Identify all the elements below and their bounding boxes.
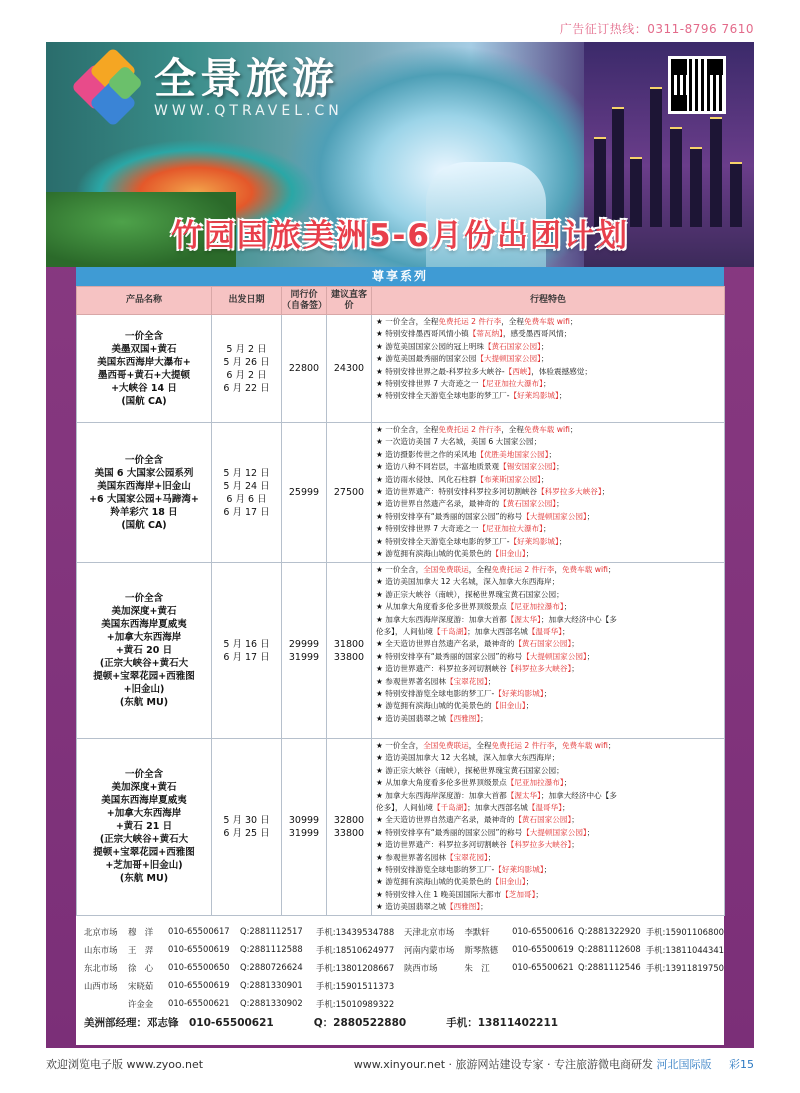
retail-price-line: 32800	[333, 814, 365, 826]
product-name-line: 一价全含	[124, 769, 163, 781]
departure-dates-line: 6 月 25 日	[223, 827, 270, 839]
retail-price	[327, 739, 372, 916]
contact-cell: Q:2881112546	[578, 962, 641, 972]
contact-cell: 手机:18510624977	[316, 945, 395, 955]
itinerary-feature-line: ★ 一价全含，全程免费托运 2 件行李，全程免费车载 wifi；	[376, 317, 578, 326]
itinerary-feature-line: ★ 特别安排享有“最秀丽的国家公园”的称号【大提顿国家公园】；	[376, 827, 595, 837]
itinerary-feature-line: ★ 游览美国最秀丽的国家公园【大提顿国家公园】；	[376, 354, 549, 364]
itinerary-feature-line: ★ 特别安排入住 1 晚美国国际大都市【芝加哥】；	[376, 889, 543, 899]
itinerary-feature	[372, 563, 725, 739]
departure-dates-line: 6 月 6 日	[226, 493, 267, 505]
manager-qq: Q：2880522880	[313, 1017, 407, 1029]
itinerary-feature-line: ★ 特别安排世界 7 大奇迹之一【尼亚加拉大瀑布】；	[376, 524, 551, 534]
contact-row	[84, 941, 724, 959]
itinerary-feature-line: ★ 从加拿大角度看多伦多世界顶级景点【尼亚加拉瀑布】；	[376, 778, 572, 788]
peer-price	[282, 423, 327, 563]
product-name-line: 提顿+宝翠花园+西雅图	[93, 847, 195, 859]
series-title: 尊享系列	[76, 267, 724, 286]
product-name-line: +黄石 20 日	[115, 645, 173, 656]
contact-cell: 手机:15901106800	[645, 927, 724, 937]
product-name-line: 美墨双国+黄石	[111, 343, 177, 355]
itinerary-feature-line: ★ 游正宗大峡谷（南峡），探秘世界瑰宝黄石国家公园；	[376, 589, 564, 599]
logo-url: WWW.QTRAVEL.CN	[154, 103, 343, 119]
contact-cell: Q:2881330902	[240, 998, 303, 1008]
product-name-line: 美国东西海岸夏威夷	[101, 619, 187, 630]
contact-cell: 手机:13911819750	[645, 963, 724, 973]
departure-dates-line: 6 月 17 日	[223, 506, 270, 518]
departure-dates-line: 6 月 17 日	[223, 651, 270, 663]
itinerary-feature-line: ★ 加拿大东西海岸深度游：加拿大首都【渥太华】；加拿大经济中心【多	[376, 614, 617, 624]
product-name-line: 提顿+宝翠花园+西雅图	[93, 671, 195, 682]
page-number: 彩15	[729, 1058, 754, 1071]
itinerary-feature-line: ★ 一价全含，全国免费联运，全程免费托运 2 件行李，免费车载 wifi；	[376, 565, 616, 574]
itinerary-feature-line: ★ 特别安排墨西哥风情小镇【蒂瓦纳】，感受墨西哥风情；	[376, 329, 572, 339]
peer-price-line: 22800	[288, 363, 320, 374]
itinerary-feature-line: ★ 全天造访世界自然遗产名录，最神奇的【黄石国家公园】；	[376, 639, 579, 649]
peer-price-line: 25999	[288, 487, 320, 498]
departure-dates-line: 5 月 30 日	[223, 814, 270, 826]
contact-cell: 手机:15901511373	[316, 981, 395, 991]
col-header-price1: 同行价（自备签）	[282, 287, 327, 315]
contact-cell: 010-65500650	[168, 962, 230, 972]
contact-cell: Q:2881322920	[578, 926, 641, 936]
itinerary-feature-line: ★ 造访世界遗产：科罗拉多河切割峡谷【科罗拉多大峡谷】；	[376, 664, 579, 674]
ad-hotline: 广告征订热线：0311-8796 7610	[559, 22, 754, 36]
product-name-line: +旧金山)	[123, 684, 165, 695]
product-name-line: 美国东西海岸夏威夷	[101, 795, 187, 807]
footer-right: www.xinyour.net · 旅游网站建设专家 · 专注旅游微电商研发	[353, 1058, 653, 1071]
departure-dates-line: 5 月 26 日	[223, 356, 270, 368]
itinerary-feature-line: ★ 一价全含，全国免费联运，全程免费托运 2 件行李，免费车载 wifi；	[376, 741, 616, 750]
itinerary-feature-line: ★ 造访世界遗产：特别安排科罗拉多河切割峡谷【科罗拉多大峡谷】；	[376, 487, 610, 497]
itinerary-feature-line: ★ 造访美国加拿大 12 大名城，深入加拿大东西海岸；	[376, 577, 560, 587]
itinerary-feature-line: ★ 游览拥有滨海山城的优美景色的【旧金山】；	[376, 701, 534, 711]
retail-price-line: 33800	[333, 651, 365, 663]
col-header-price2: 建议直客价	[327, 287, 372, 315]
product-name-line: 一价全含	[124, 454, 163, 466]
tour-table	[76, 286, 725, 916]
product-name-line: (正宗大峡谷+黄石大	[99, 834, 189, 846]
itinerary-feature-line: ★ 特别安排游览全球电影的梦工厂-【好莱坞影城】；	[376, 865, 552, 875]
retail-price-line: 31800	[333, 638, 365, 650]
peer-price	[282, 315, 327, 423]
product-name-line: (国航 CA)	[121, 519, 167, 531]
retail-price	[327, 563, 372, 739]
product-name-line: +加拿大东西海岸	[106, 808, 182, 820]
contact-cell: 朱 江	[464, 963, 490, 973]
retail-price-line: 33800	[333, 827, 365, 839]
itinerary-feature	[372, 315, 725, 423]
contact-cell: 手机:15010989322	[316, 999, 395, 1009]
product-name-line: 美国东西海岸+旧金山	[97, 480, 191, 492]
contact-cell: 山西市场	[84, 981, 118, 991]
itinerary-feature-line: ★ 造访美国翡翠之城【西雅图】；	[376, 713, 488, 723]
product-name-line: 美加深度+黄石	[111, 606, 177, 617]
contact-cell: 010-65500621	[168, 998, 230, 1008]
contact-cell: 河南内蒙市场	[404, 945, 455, 955]
itinerary-feature-line: ★ 造访雨水侵蚀、风化石柱群【布莱斯国家公园】；	[376, 474, 549, 484]
contact-cell: Q:2881112517	[240, 926, 303, 936]
peer-price	[282, 739, 327, 916]
contact-cell: 北京市场	[84, 927, 118, 937]
product-name-line: (东航 MU)	[119, 873, 169, 885]
contact-cell: 手机:13439534788	[316, 927, 395, 937]
page-headline: 竹园国旅美洲5-6月份出团计划	[170, 218, 629, 254]
peer-price	[282, 563, 327, 739]
departure-dates-line: 5 月 16 日	[223, 638, 270, 650]
departure-dates-line: 5 月 2 日	[226, 343, 267, 355]
itinerary-feature-line: ★ 游览拥有滨海山城的优美景色的【旧金山】；	[376, 877, 534, 887]
logo-mark-icon	[76, 52, 146, 122]
table-row	[77, 563, 725, 739]
itinerary-feature-line: ★ 游正宗大峡谷（南峡），探秘世界瑰宝黄石国家公园；	[376, 765, 564, 775]
itinerary-feature-line: ★ 造访美国翡翠之城【西雅图】；	[376, 902, 488, 912]
retail-price	[327, 423, 372, 563]
contact-cell: Q:2880726624	[240, 962, 303, 972]
contact-cell: 010-65500621	[512, 962, 574, 972]
table-row	[77, 315, 725, 423]
manager-phone: 手机：13811402211	[446, 1017, 559, 1029]
itinerary-feature-line: 伦多】，人间仙境【千岛湖】；加拿大西部名城【温哥华】；	[376, 803, 570, 813]
peer-price-line: 31999	[288, 651, 320, 663]
itinerary-feature-line: ★ 特别安排全天游览全球电影的梦工厂-【好莱坞影城】；	[376, 536, 567, 546]
retail-price	[327, 315, 372, 423]
contact-cell: 宋晓茹	[128, 981, 154, 991]
itinerary-feature-line: ★ 特别安排享有“最秀丽的国家公园”的称号【大提顿国家公园】；	[376, 651, 595, 661]
product-name-line: 羚羊彩穴 18 日	[110, 506, 178, 518]
itinerary-feature	[372, 739, 725, 916]
contact-cell: 王 羿	[128, 945, 154, 955]
contact-cell	[84, 998, 128, 1010]
contact-cell: 010-65500619	[168, 944, 230, 954]
contact-row	[84, 923, 724, 941]
contact-cell: Q:2881330901	[240, 980, 303, 990]
itinerary-feature-line: ★ 造访美国加拿大 12 大名城，深入加拿大东西海岸；	[376, 753, 560, 763]
itinerary-feature-line: ★ 参观世界著名园林【宝翠花园】；	[376, 852, 496, 862]
product-name-line: +芝加哥+旧金山)	[105, 860, 183, 872]
itinerary-feature-line: ★ 参观世界著名园林【宝翠花园】；	[376, 676, 496, 686]
manager-line	[84, 1015, 724, 1030]
product-name	[77, 315, 212, 423]
product-name-line: 一价全含	[124, 593, 163, 604]
peer-price-line: 30999	[288, 814, 320, 826]
footer-left: 欢迎浏览电子版 www.zyoo.net	[46, 1058, 204, 1071]
itinerary-feature	[372, 423, 725, 563]
peer-price-line: 29999	[288, 638, 320, 650]
contact-cell: 010-65500616	[512, 926, 574, 936]
itinerary-feature-line: ★ 加拿大东西海岸深度游：加拿大首都【渥太华】；加拿大经济中心【多	[376, 790, 617, 800]
contact-cell: 徐 心	[128, 963, 154, 973]
itinerary-feature-line: ★ 全天造访世界自然遗产名录，最神奇的【黄石国家公园】；	[376, 815, 579, 825]
product-name-line: +黄石 21 日	[115, 821, 173, 833]
contact-cell: 手机:13811044341	[645, 945, 724, 955]
brand-logo	[76, 52, 343, 122]
qr-code-icon	[668, 56, 726, 114]
page-footer	[46, 1056, 754, 1072]
departure-dates-line: 6 月 2 日	[226, 369, 267, 381]
departure-dates	[212, 563, 282, 739]
product-name-line: +加拿大东西海岸	[106, 632, 182, 643]
departure-dates	[212, 423, 282, 563]
product-name-line: 美国 6 大国家公园系列	[94, 467, 194, 479]
contact-cell: Q:2881112588	[240, 944, 303, 954]
departure-dates-line: 5 月 24 日	[223, 480, 270, 492]
page-frame	[46, 42, 754, 1048]
product-name	[77, 423, 212, 563]
itinerary-feature-line: ★ 特别安排全天游览全球电影的梦工厂-【好莱坞影城】；	[376, 391, 567, 401]
itinerary-feature-line: ★ 造访世界遗产：科罗拉多河切割峡谷【科罗拉多大峡谷】；	[376, 840, 579, 850]
product-name-line: +6 大国家公园+马蹄湾+	[89, 493, 199, 505]
col-header-name: 产品名称	[77, 287, 212, 315]
itinerary-feature-line: ★ 特别安排游览全球电影的梦工厂-【好莱坞影城】；	[376, 689, 552, 699]
product-name-line: 美国东西海岸大瀑布+	[97, 356, 191, 368]
contact-cell: 斯琴熬德	[464, 945, 498, 955]
col-header-date: 出发日期	[212, 287, 282, 315]
contact-cell: 010-65500619	[512, 944, 574, 954]
departure-dates	[212, 315, 282, 423]
product-name-line: 墨西哥+黄石+大提顿	[98, 369, 190, 381]
contact-cell: 010-65500617	[168, 926, 230, 936]
itinerary-feature-line: ★ 造访世界自然遗产名录，最神奇的【黄石国家公园】；	[376, 499, 564, 509]
contacts-section	[84, 923, 724, 1030]
product-name-line: (东航 MU)	[119, 697, 169, 708]
contact-row	[84, 977, 724, 995]
col-header-features: 行程特色	[372, 287, 725, 315]
contact-cell: 陕西市场	[404, 963, 438, 973]
itinerary-feature-line: ★ 造访八种不同岩层，丰富地质景观【锡安国家公园】；	[376, 462, 564, 472]
contact-cell: Q:2881112608	[578, 944, 641, 954]
peer-price-line: 31999	[288, 827, 320, 839]
table-row	[77, 423, 725, 563]
contact-cell: 010-65500619	[168, 980, 230, 990]
itinerary-feature-line: ★ 从加拿大角度看多伦多世界顶级景点【尼亚加拉瀑布】；	[376, 602, 572, 612]
itinerary-feature-line: ★ 游览拥有滨海山城的优美景色的【旧金山】；	[376, 549, 534, 559]
product-name	[77, 563, 212, 739]
product-name-line: +大峡谷 14 日	[111, 382, 177, 394]
logo-title: 全景旅游	[154, 54, 339, 103]
itinerary-feature-line: 伦多】，人间仙境【千岛湖】；加拿大西部名城【温哥华】；	[376, 627, 570, 637]
itinerary-feature-line: ★ 一价全含，全程免费托运 2 件行李，全程免费车载 wifi；	[376, 425, 578, 434]
itinerary-feature-line: ★ 一次造访美国 7 大名城，美国 6 大国家公园；	[376, 437, 542, 447]
departure-dates-line: 5 月 12 日	[223, 467, 270, 479]
itinerary-feature-line: ★ 游览美国国家公园的冠上明珠【黄石国家公园】；	[376, 341, 549, 351]
product-name-line: 美加深度+黄石	[111, 782, 177, 794]
contact-cell: 天津北京市场	[404, 927, 455, 937]
itinerary-feature-line: ★ 造访摄影传世之作的采风地【优胜美地国家公园】；	[376, 449, 557, 459]
product-name-line: (正宗大峡谷+黄石大	[99, 658, 189, 669]
itinerary-feature-line: ★ 特别安排世界 7 大奇迹之一【尼亚加拉大瀑布】；	[376, 379, 551, 389]
contact-cell: 穆 洋	[128, 927, 154, 937]
manager-label: 美洲部经理：邓志锋 010-65500621	[84, 1017, 274, 1029]
itinerary-feature-line: ★ 特别安排享有“最秀丽的国家公园”的称号【大提顿国家公园】；	[376, 511, 595, 521]
footer-edition: 河北国际版	[656, 1058, 712, 1071]
banner-image	[46, 42, 754, 267]
contact-cell: 山东市场	[84, 945, 118, 955]
content-panel	[76, 267, 724, 1045]
table-row	[77, 739, 725, 916]
product-name	[77, 739, 212, 916]
contact-cell: 东北市场	[84, 963, 118, 973]
departure-dates	[212, 739, 282, 916]
contact-row	[84, 959, 724, 977]
retail-price-line: 27500	[333, 487, 365, 498]
product-name-line: (国航 CA)	[121, 395, 167, 407]
contact-row	[84, 995, 724, 1013]
contact-cell: 手机:13801208667	[316, 963, 395, 973]
contact-cell: 李默轩	[464, 927, 490, 937]
departure-dates-line: 6 月 22 日	[223, 382, 270, 394]
product-name-line: 一价全含	[124, 330, 163, 342]
itinerary-feature-line: ★ 特别安排世界之最-科罗拉多大峡谷-【西峡】，体验震撼感觉；	[376, 366, 592, 376]
contact-cell: 许金金	[128, 999, 154, 1009]
retail-price-line: 24300	[333, 363, 365, 374]
